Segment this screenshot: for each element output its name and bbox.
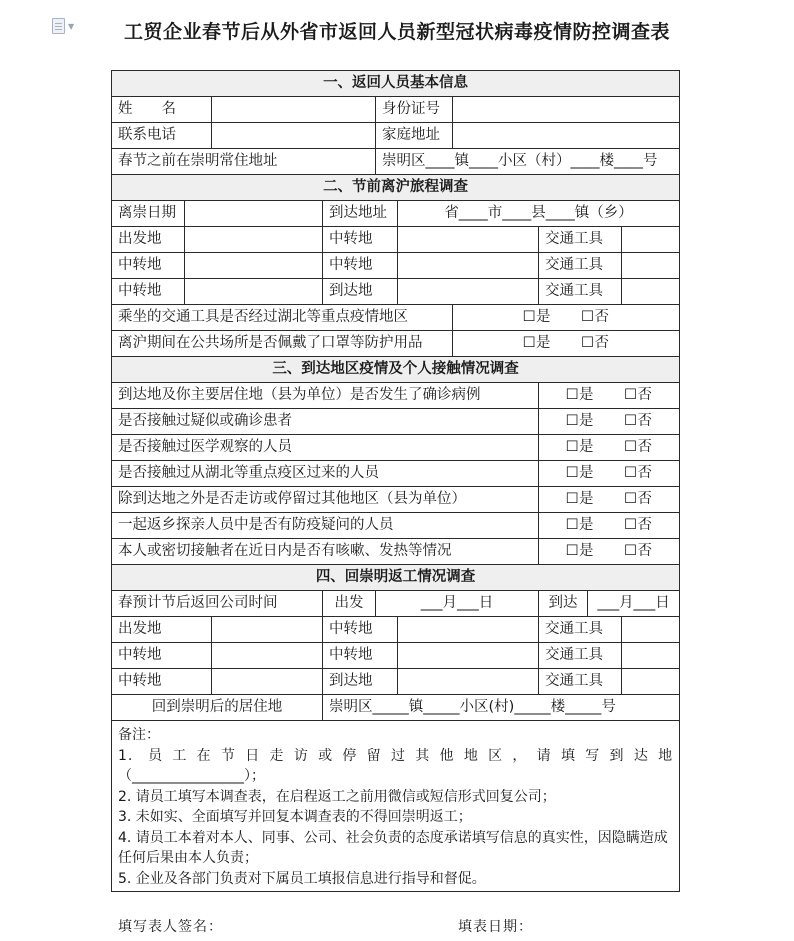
section-header-1: [112, 71, 680, 97]
table-row: [112, 591, 680, 617]
section-header-4: [112, 565, 680, 591]
transfer-label: 中转地: [112, 253, 185, 279]
transport-field[interactable]: [622, 643, 680, 669]
table-row: [112, 279, 680, 305]
table-row: [112, 513, 680, 539]
table-row: [112, 123, 680, 149]
arrive-field[interactable]: [398, 279, 539, 305]
transfer-field[interactable]: [185, 279, 323, 305]
table-row: [112, 331, 680, 357]
question-text: 乘坐的交通工具是否经过湖北等重点疫情地区: [112, 305, 453, 331]
yes-no-checkbox[interactable]: ☐是 ☐否: [453, 331, 680, 357]
depart-field[interactable]: [185, 227, 323, 253]
transport-field[interactable]: [622, 617, 680, 643]
transfer-field[interactable]: [212, 669, 323, 695]
transport-label: 交通工具: [539, 669, 622, 695]
signature-label: 填写表人签名：: [118, 919, 223, 935]
name-field[interactable]: [212, 97, 376, 123]
address-field[interactable]: [453, 123, 680, 149]
question-text: 离沪期间在公共场所是否佩戴了口罩等防护用品: [112, 331, 453, 357]
transport-label: 交通工具: [539, 643, 622, 669]
date-label: 填表日期：: [458, 919, 533, 935]
section-title: 二、节前离沪旅程调查: [112, 175, 680, 201]
transfer-label: 中转地: [112, 643, 212, 669]
note-item: 3. 未如实、全面填写并回复本调查表的不得回崇明返工；: [118, 809, 472, 825]
notes-heading: 备注：: [118, 727, 160, 743]
table-row: [112, 721, 680, 892]
depart-date-field[interactable]: ___月___日: [376, 591, 539, 617]
transport-label: 交通工具: [539, 253, 622, 279]
table-row: [112, 409, 680, 435]
table-row: [112, 149, 680, 175]
question-text: 一起返乡探亲人员中是否有防疫疑问的人员: [112, 513, 539, 539]
transport-field[interactable]: [622, 669, 680, 695]
yes-no-checkbox[interactable]: ☐是 ☐否: [539, 487, 680, 513]
table-row: [112, 435, 680, 461]
section-title: 三、到达地区疫情及个人接触情况调查: [112, 357, 680, 383]
transport-label: 交通工具: [539, 279, 622, 305]
note-item: 5. 企业及各部门负责对下属员工填报信息进行指导和督促。: [118, 870, 486, 887]
chevron-down-icon: ▼: [68, 21, 75, 31]
table-row: [112, 227, 680, 253]
transfer-field[interactable]: [212, 643, 323, 669]
id-label: 身份证号: [376, 97, 453, 123]
transport-field[interactable]: [622, 253, 680, 279]
yes-no-checkbox[interactable]: ☐是 ☐否: [539, 435, 680, 461]
yes-no-checkbox[interactable]: ☐是 ☐否: [453, 305, 680, 331]
depart-field[interactable]: [212, 617, 323, 643]
table-row: [112, 487, 680, 513]
section-header-2: [112, 175, 680, 201]
notes-section: [112, 721, 680, 892]
table-row: [112, 383, 680, 409]
return-time-label: 春预计节后返回公司时间: [112, 591, 323, 617]
transport-field[interactable]: [622, 227, 680, 253]
transfer-field[interactable]: [398, 227, 539, 253]
section-title: 四、回崇明返工情况调查: [112, 565, 680, 591]
phone-field[interactable]: [212, 123, 376, 149]
transfer-label: 中转地: [112, 669, 212, 695]
transfer-label: 中转地: [323, 617, 398, 643]
residence-label: 春节之前在崇明常住地址: [112, 149, 376, 175]
transfer-field[interactable]: [398, 643, 539, 669]
section-title: 一、返回人员基本信息: [112, 71, 680, 97]
yes-no-checkbox[interactable]: ☐是 ☐否: [539, 539, 680, 565]
document-title: 工贸企业春节后从外省市返回人员新型冠状病毒疫情防控调查表: [123, 21, 670, 43]
leave-date-label: 离崇日期: [112, 201, 185, 227]
question-text: 是否接触过疑似或确诊患者: [112, 409, 539, 435]
phone-label: 联系电话: [112, 123, 212, 149]
return-residence-field[interactable]: 崇明区_____镇_____小区(村)_____楼_____号: [323, 695, 680, 721]
return-residence-label: 回到崇明后的居住地: [112, 695, 323, 721]
depart-label: 出发地: [112, 227, 185, 253]
address-label: 家庭地址: [376, 123, 453, 149]
section-header-3: [112, 357, 680, 383]
arrive-label: 到达地: [323, 669, 398, 695]
arrive-label: 到达地: [323, 279, 398, 305]
name-label: 姓 名: [112, 97, 212, 123]
id-field[interactable]: [453, 97, 680, 123]
transfer-field[interactable]: [185, 253, 323, 279]
question-text: 本人或密切接触者在近日内是否有咳嗽、发热等情况: [112, 539, 539, 565]
table-row: [112, 617, 680, 643]
arrive-address-field[interactable]: 省____市____县____镇（乡）: [398, 201, 680, 227]
arrive-field[interactable]: [398, 669, 539, 695]
transfer-label: 中转地: [323, 643, 398, 669]
transport-label: 交通工具: [539, 617, 622, 643]
table-row: [112, 201, 680, 227]
yes-no-checkbox[interactable]: ☐是 ☐否: [539, 513, 680, 539]
question-text: 是否接触过医学观察的人员: [112, 435, 539, 461]
arrive-address-label: 到达地址: [323, 201, 398, 227]
table-row: [112, 669, 680, 695]
transfer-label: 中转地: [112, 279, 185, 305]
note-item: 2. 请员工填写本调查表，在启程返工之前用微信或短信形式回复公司；: [118, 788, 556, 805]
arrive-word: 到达: [539, 591, 588, 617]
survey-table: [111, 70, 680, 892]
leave-date-field[interactable]: [185, 201, 323, 227]
table-row: [112, 97, 680, 123]
transfer-field[interactable]: [398, 253, 539, 279]
question-text: 是否接触过从湖北等重点疫区过来的人员: [112, 461, 539, 487]
note-item: （________________）；: [118, 768, 265, 784]
yes-no-checkbox[interactable]: ☐是 ☐否: [539, 409, 680, 435]
note-item: 4. 请员工本着对本人、同事、公司、社会负责的态度承诺填写信息的真实性，因隐瞒造成任何后果由本人负责；: [118, 829, 668, 866]
yes-no-checkbox[interactable]: ☐是 ☐否: [539, 461, 680, 487]
table-row: [112, 539, 680, 565]
transfer-label: 中转地: [323, 227, 398, 253]
transfer-label: 中转地: [323, 253, 398, 279]
arrive-date-field[interactable]: ___月___日: [588, 591, 680, 617]
yes-no-checkbox[interactable]: ☐是 ☐否: [539, 383, 680, 409]
table-row: [112, 253, 680, 279]
note-item: 1. 员工在节日走访或停留过其他地区，请填写到达地: [118, 747, 674, 764]
table-row: [112, 643, 680, 669]
question-text: 到达地及你主要居住地（县为单位）是否发生了确诊病例: [112, 383, 539, 409]
transfer-field[interactable]: [398, 617, 539, 643]
question-text: 除到达地之外是否走访或停留过其他地区（县为单位）: [112, 487, 539, 513]
table-row: [112, 305, 680, 331]
depart-label: 出发地: [112, 617, 212, 643]
transport-label: 交通工具: [539, 227, 622, 253]
residence-field[interactable]: 崇明区____镇____小区（村）____楼____号: [376, 149, 680, 175]
table-row: [112, 695, 680, 721]
table-row: [112, 461, 680, 487]
transport-field[interactable]: [622, 279, 680, 305]
depart-word: 出发: [323, 591, 376, 617]
